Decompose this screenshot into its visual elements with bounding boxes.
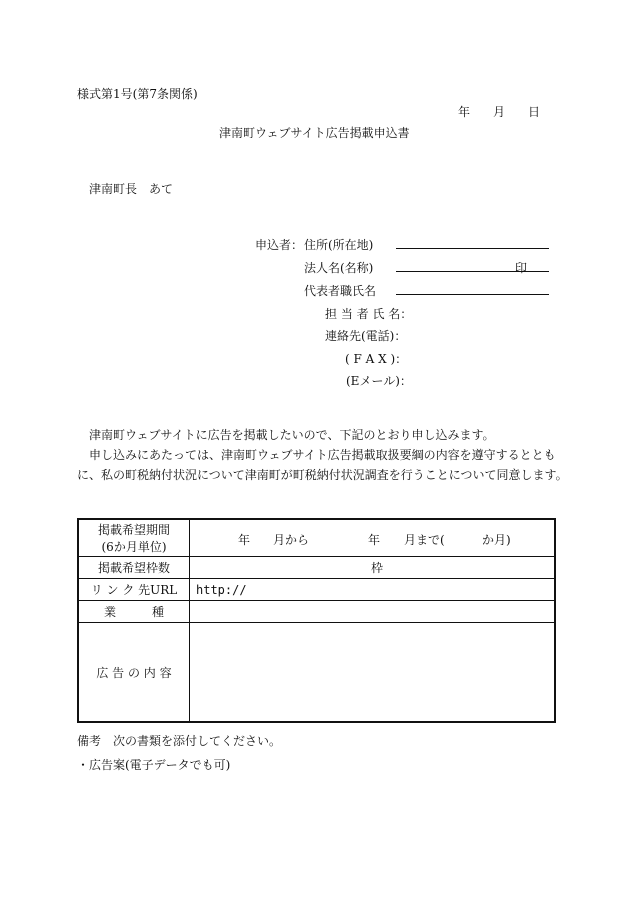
- phone-label: 連絡先(電話)：: [325, 329, 407, 343]
- industry-label: 業 種: [78, 601, 190, 623]
- date-month-label: 月: [493, 105, 506, 119]
- fax-label: ( F A X )：: [345, 352, 408, 366]
- slots-field[interactable]: [190, 557, 556, 579]
- period-months: か月): [482, 533, 511, 547]
- attachment-item: ・広告案(電子データでも可): [77, 758, 231, 772]
- seal-mark: 印: [515, 261, 528, 275]
- period-year-to: 年: [368, 533, 381, 547]
- period-month-from: 月から: [273, 533, 310, 547]
- period-field[interactable]: [190, 519, 556, 557]
- contact-person-label: 担 当 者 氏 名：: [325, 307, 413, 321]
- period-label: 掲載希望期間: [97, 523, 170, 537]
- corp-name-label: 法人名(名称): [304, 261, 374, 275]
- applicant-label: 申込者：: [255, 238, 304, 252]
- period-unit-label: (6か月単位): [101, 540, 167, 554]
- address-label: 住所(所在地): [304, 238, 374, 252]
- table-row: [78, 579, 555, 601]
- table-row: [78, 601, 555, 623]
- remark: 備考 次の書類を添付してください。: [77, 734, 282, 748]
- link-field[interactable]: http://: [190, 579, 556, 601]
- period-month-to: 月まで(: [404, 533, 445, 547]
- table-row: [78, 623, 555, 723]
- content-field[interactable]: [190, 623, 556, 723]
- body-line-3: に、私の町税納付状況について津南町が町税納付状況調査を行うことについて同意します。: [77, 468, 568, 482]
- document-title: 津南町ウェブサイト広告掲載申込書: [219, 126, 410, 140]
- body-line-1: 津南町ウェブサイトに広告を掲載したいので、下記のとおり申し込みます。: [89, 428, 495, 442]
- period-year-from: 年: [238, 533, 251, 547]
- address-field[interactable]: [396, 248, 549, 249]
- body-line-2: 申し込みにあたっては、津南町ウェブサイト広告掲載取扱要綱の内容を遵守するととも: [89, 448, 556, 462]
- slots-unit: 枠: [370, 561, 383, 575]
- table-row: [78, 557, 555, 579]
- form-number: 様式第1号(第7条関係): [77, 87, 198, 101]
- slots-label: 掲載希望枠数: [78, 557, 190, 579]
- application-table: [77, 518, 556, 723]
- industry-field[interactable]: [190, 601, 556, 623]
- date-day-label: 日: [528, 105, 541, 119]
- email-label: (Eメール)：: [346, 374, 412, 388]
- table-row: [78, 519, 555, 557]
- date-year-label: 年: [458, 105, 471, 119]
- representative-label: 代表者職氏名: [304, 284, 377, 298]
- representative-field[interactable]: [396, 294, 549, 295]
- content-label: 広 告 の 内 容: [78, 623, 190, 723]
- period-label-cell: [78, 519, 190, 557]
- addressee: 津南町長 あて: [89, 182, 174, 196]
- link-label: リ ン ク 先URL: [78, 579, 190, 601]
